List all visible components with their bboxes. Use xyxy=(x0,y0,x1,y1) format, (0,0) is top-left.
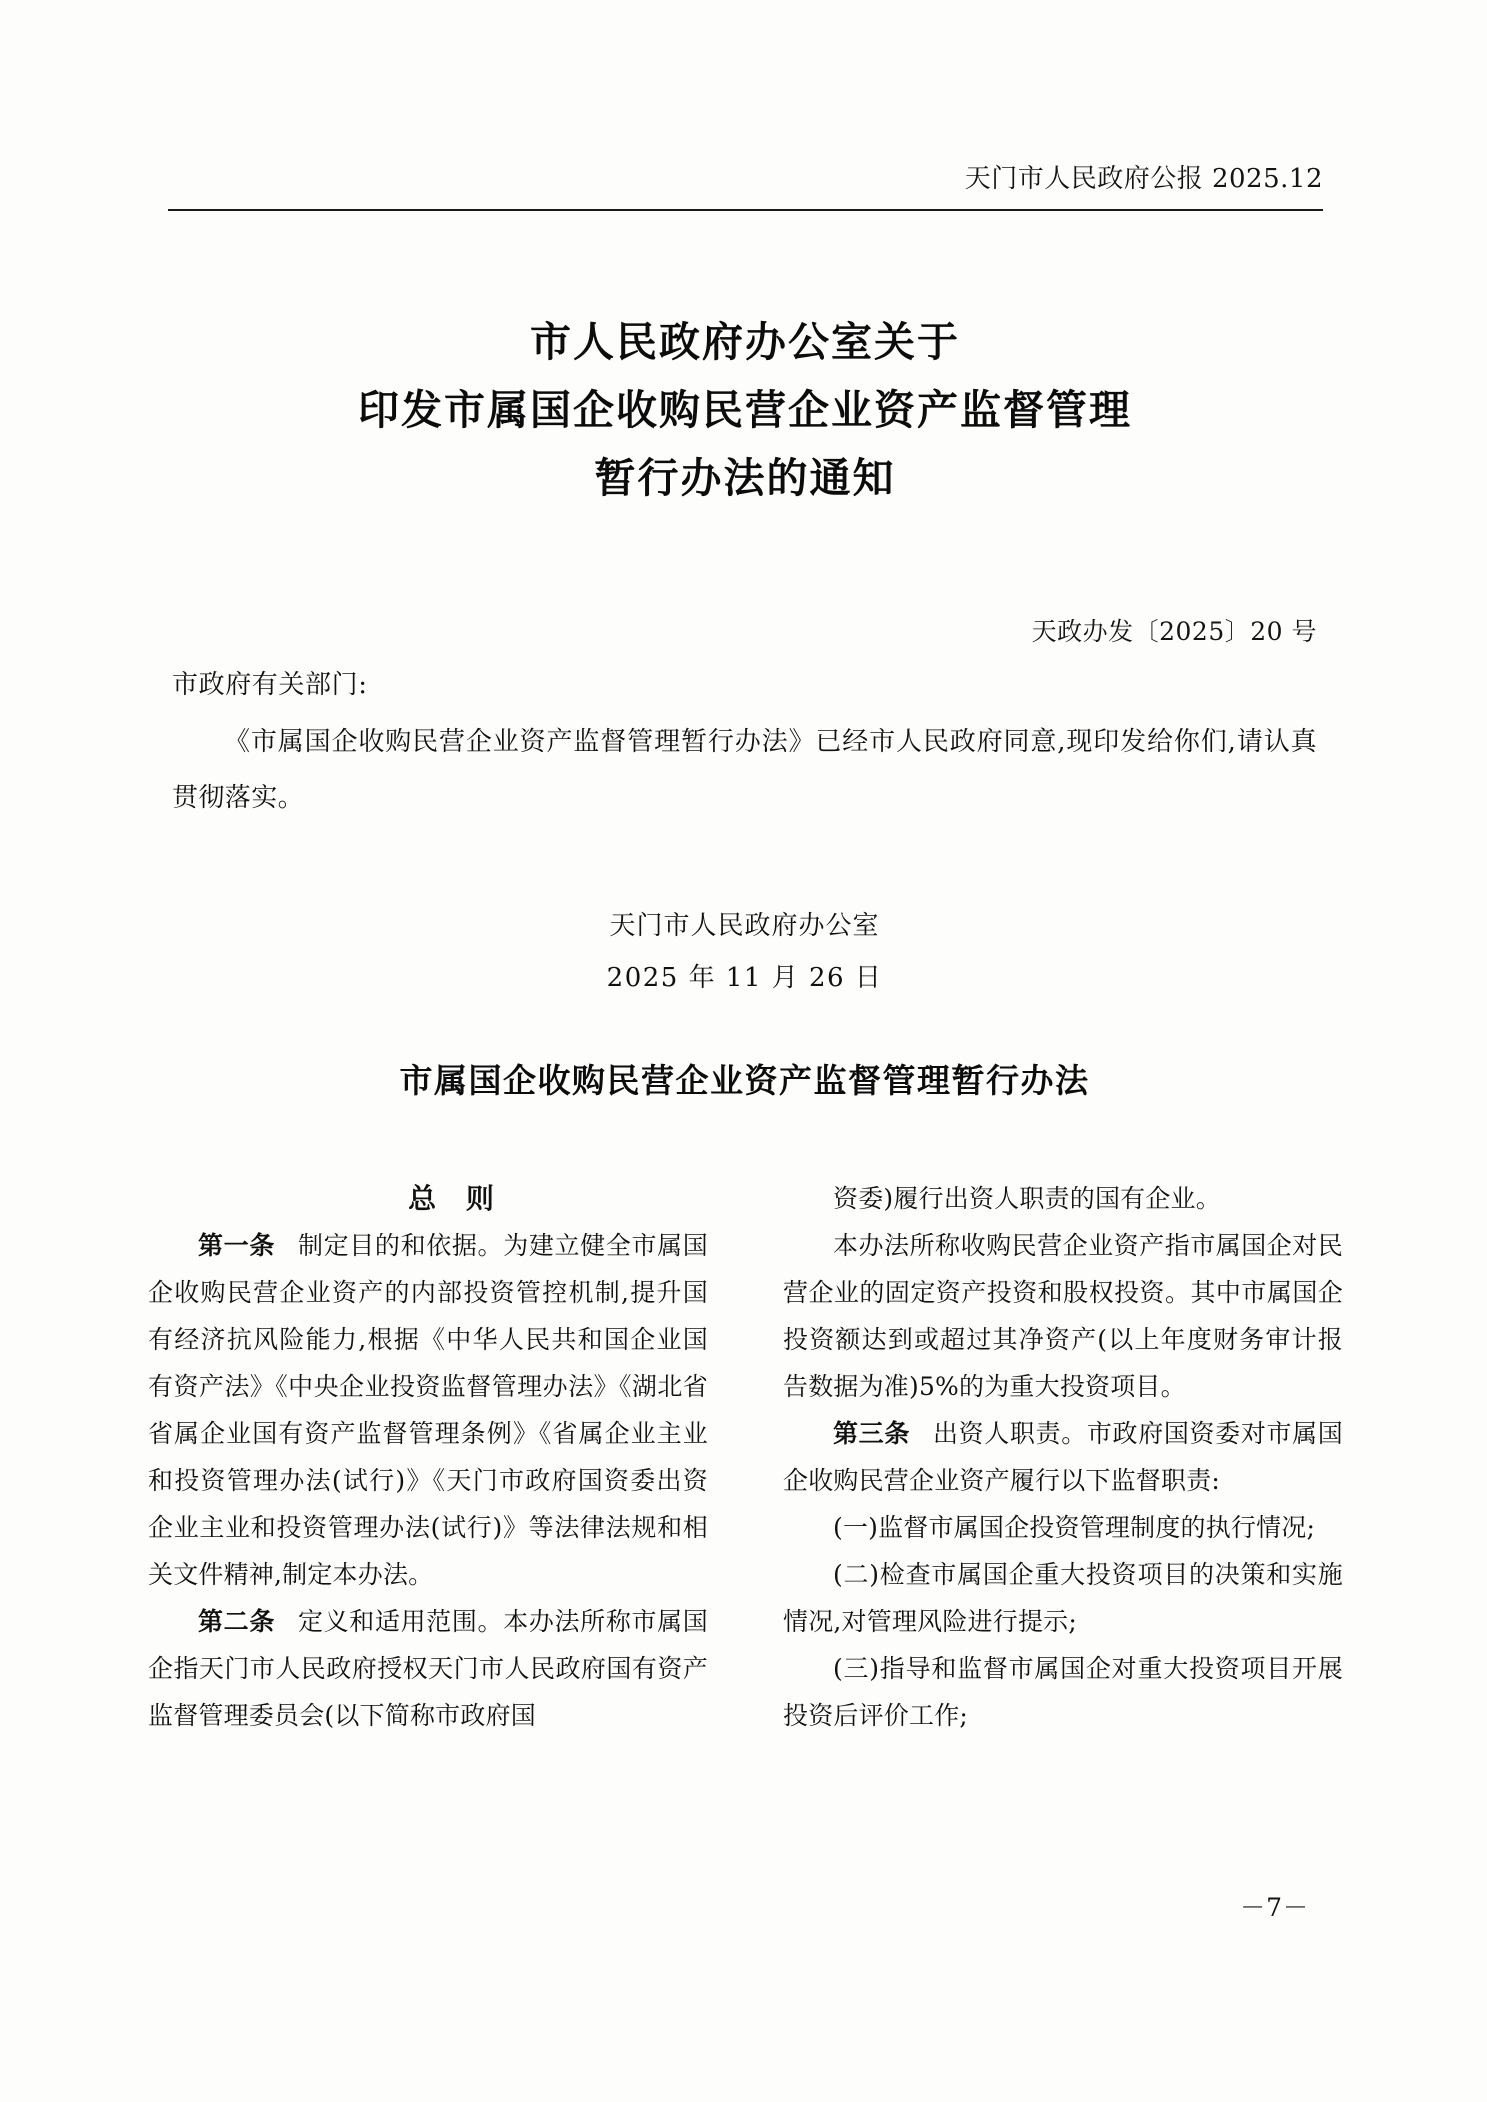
paragraph: (三)指导和监督市属国企对重大投资项目开展投资后评价工作; xyxy=(783,1654,1343,1730)
signature-block xyxy=(172,900,1317,1004)
page-title-line-1: 市人民政府办公室关于 xyxy=(530,318,960,366)
notice-paragraph: 《市属国企收购民营企业资产监督管理暂行办法》已经市人民政府同意,现印发给你们,请认真贯彻落实。 xyxy=(172,727,1317,813)
header-divider xyxy=(168,209,1323,211)
document-number: 天政办发〔2025〕20 号 xyxy=(1031,617,1317,646)
column-left xyxy=(148,1175,746,1875)
signature-issuer: 天门市人民政府办公室 xyxy=(609,911,880,941)
paragraph: (二)检查市属国企重大投资项目的决策和实施情况,对管理风险进行提示; xyxy=(783,1560,1343,1636)
signature-date: 2025 年 11 月 26 日 xyxy=(606,963,883,993)
running-header xyxy=(168,158,1323,211)
paragraph: 第一条 制定目的和依据。为建立健全市属国企收购民营企业资产的内部投资管控机制,提升国有经济抗风险能力,根据《中华人民共和国企业国有资产法》《中央企业投资监督管理办法》《湖北省省属企业国有资产监督管理条例》《省属企业主业和投资管理办法(试行)》《天门市政府国资委出资企业主业和投资管理办法(试行)》等法律法规和相关文件精神,制定本办法。 xyxy=(148,1231,709,1589)
page-title-line-2: 印发市属国企收购民营企业资产监督管理 xyxy=(358,386,1132,434)
page-title-line-3: 暂行办法的通知 xyxy=(594,454,896,502)
page-number: －7－ xyxy=(1240,1893,1309,1922)
paragraph: 第三条 出资人职责。市政府国资委对市属国企收购民营企业资产履行以下监督职责: xyxy=(783,1419,1344,1495)
running-header-text: 天门市人民政府公报 2025.12 xyxy=(964,164,1323,194)
salutation: 市政府有关部门: xyxy=(172,670,368,700)
column-right xyxy=(746,1175,1343,1875)
paragraph: (一)监督市属国企投资管理制度的执行情况; xyxy=(833,1513,1316,1542)
notice-body xyxy=(172,714,1317,826)
two-column-body xyxy=(148,1175,1343,1875)
paragraph: 第二条 定义和适用范围。本办法所称市属国企指天门市人民政府授权天门市人民政府国有资产监督管理委员会(以下简称市政府国 xyxy=(148,1607,709,1730)
regulation-title: 市属国企收购民营企业资产监督管理暂行办法 xyxy=(399,1061,1090,1100)
section-heading: 总 则 xyxy=(408,1182,504,1215)
paragraph: 资委)履行出资人职责的国有企业。 xyxy=(833,1184,1221,1213)
paragraph: 本办法所称收购民营企业资产指市属国企对民营企业的固定资产投资和股权投资。其中市属国企投资额达到或超过其净资产(以上年度财务审计报告数据为准)5%的为重大投资项目。 xyxy=(783,1231,1343,1401)
page-title xyxy=(175,308,1315,512)
